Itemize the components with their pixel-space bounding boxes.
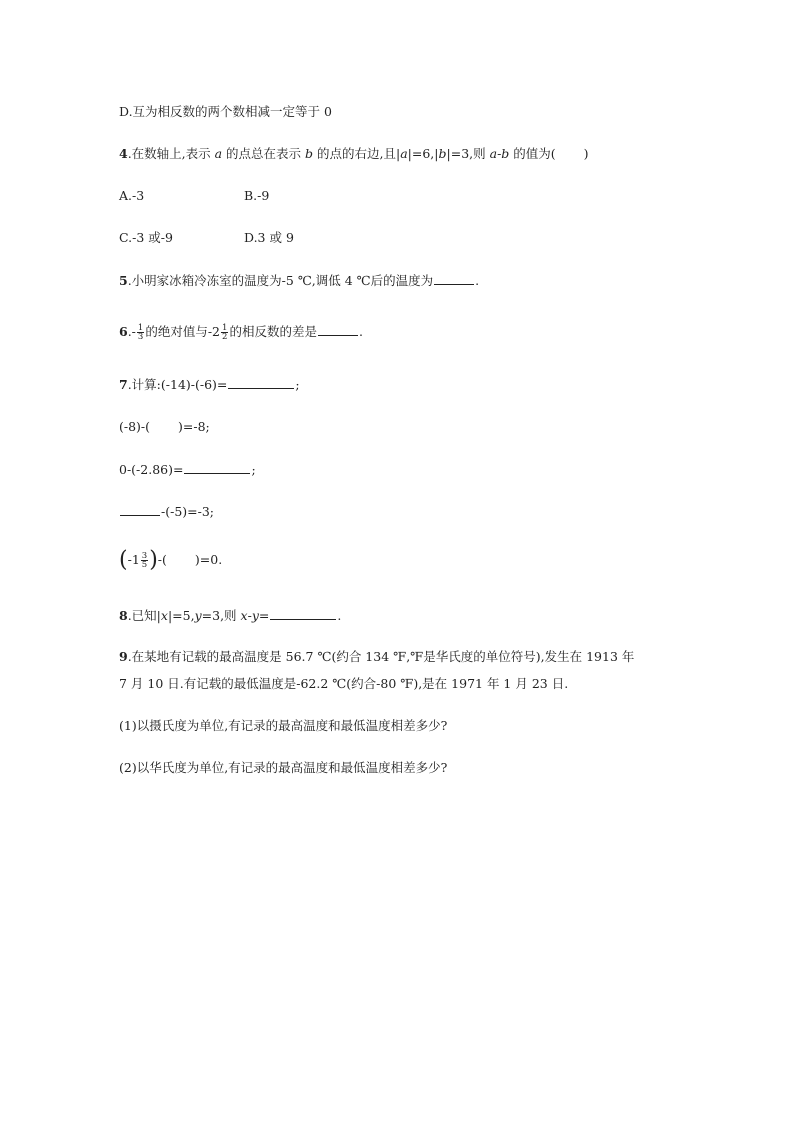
question-4: 4.在数轴上,表示 a 的点总在表示 b 的点的右边,且|a|=6,|b|=3,则 a-b 的值为( ) [119, 146, 589, 161]
q4-option-b[interactable]: B.-9 [244, 188, 270, 203]
answer-blank[interactable] [270, 606, 336, 620]
question-6: 6.- $\frac{1}{3}$ 的绝对值与-2 $\frac{1}{2}$ 的相反数的差是 . [119, 323, 363, 342]
answer-blank[interactable] [184, 460, 250, 474]
question-5: 5.小明家冰箱冷冻室的温度为-5 ℃,调低 4 ℃后的温度为 . [119, 273, 480, 288]
fraction: $\frac{3}{5}$ [141, 551, 148, 570]
answer-blank[interactable] [434, 271, 474, 285]
question-number: 4 [119, 146, 128, 161]
q3-option-d: D.互为相反数的两个数相减一定等于 0 [119, 104, 332, 119]
answer-blank[interactable] [120, 502, 160, 516]
question-7-line-5: (-1 $\frac{3}{5}$ )-( )=0. [119, 547, 223, 573]
question-8: 8.已知|x|=5,y=3,则 x-y= . [119, 608, 342, 623]
question-9-sub-2: (2)以华氏度为单位,有记录的最高温度和最低温度相差多少? [119, 760, 448, 775]
question-7-line-4: -(-5)=-3; [119, 502, 214, 521]
question-7-line-2: (-8)-( )=-8; [119, 419, 210, 434]
q4-option-d[interactable]: D.3 或 9 [244, 230, 294, 245]
question-number: 8 [119, 608, 128, 623]
answer-blank[interactable] [318, 322, 358, 336]
question-number: 6 [119, 324, 128, 339]
question-9-line-1: 9.在某地有记载的最高温度是 56.7 ℃(约合 134 ℉,℉是华氏度的单位符号),发生在 1913 年 [119, 649, 635, 664]
fraction: $\frac{1}{2}$ [222, 323, 228, 342]
question-number: 5 [119, 273, 128, 288]
question-number: 7 [119, 377, 128, 392]
question-9-line-2: 7 月 10 日.有记载的最低温度是-62.2 ℃(约合-80 ℉),是在 1971 年 1 月 23 日. [119, 676, 569, 691]
question-number: 9 [119, 649, 128, 664]
q4-option-c[interactable]: C.-3 或-9 [119, 230, 173, 245]
question-7-line-3: 0-(-2.86)= ; [119, 462, 256, 477]
question-9-sub-1: (1)以摄氏度为单位,有记录的最高温度和最低温度相差多少? [119, 718, 448, 733]
answer-blank[interactable] [228, 375, 294, 389]
q4-option-a[interactable]: A.-3 [119, 188, 145, 203]
fraction: $\frac{1}{3}$ [137, 323, 144, 342]
question-7-line-1: 7.计算:(-14)-(-6)= ; [119, 377, 300, 392]
